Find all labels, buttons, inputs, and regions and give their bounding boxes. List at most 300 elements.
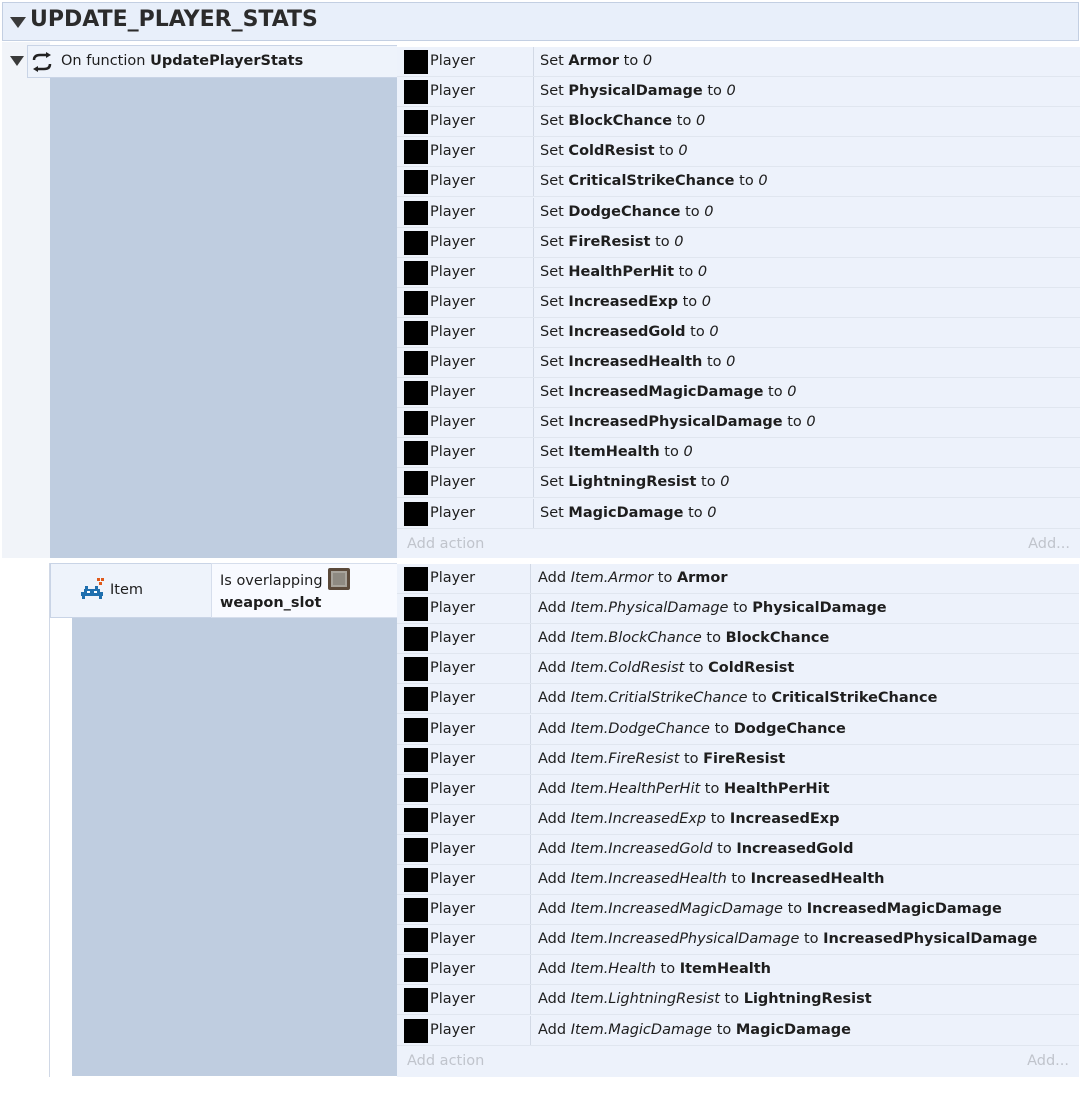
action-verb: Set [540, 414, 564, 431]
value-expression: 0 [642, 53, 653, 69]
player-object-icon [404, 748, 428, 772]
to-keyword: to [739, 173, 754, 190]
variable-name: ColdResist [708, 660, 795, 677]
action-object-name: Player [430, 474, 476, 491]
action-description [538, 690, 937, 706]
source-expression: Item.MagicDamage [570, 1021, 713, 1038]
action-description [538, 901, 1002, 917]
column-divider [530, 654, 531, 684]
source-expression: Item.FireResist [570, 750, 680, 767]
to-keyword: to [803, 931, 819, 948]
action-object-name: Player [430, 901, 476, 918]
to-keyword: to [623, 53, 639, 69]
action-object-name: Player [430, 600, 476, 617]
player-object-icon [404, 321, 428, 345]
variable-name: PhysicalDamage [752, 600, 887, 617]
action-object-name: Player [430, 780, 476, 797]
add-action-row[interactable] [397, 529, 1080, 559]
action-description [538, 961, 771, 977]
value-expression: 0 [704, 203, 714, 220]
column-divider [533, 288, 534, 318]
action-row[interactable] [397, 499, 1080, 529]
column-divider [530, 715, 531, 745]
action-verb: Set [540, 504, 564, 521]
value-expression: 0 [674, 233, 684, 250]
player-object-icon [404, 351, 428, 375]
action-verb: Set [540, 444, 564, 461]
source-expression: Item.CritialStrikeChance [570, 690, 748, 707]
action-verb: Add [538, 690, 567, 707]
to-keyword: to [710, 810, 726, 827]
action-object-name: Player [430, 414, 476, 431]
action-object-name: Player [430, 263, 476, 280]
action-verb: Set [540, 323, 564, 340]
column-divider [530, 925, 531, 955]
action-object-name: Player [430, 233, 476, 250]
action-description [540, 113, 705, 129]
to-keyword: to [724, 991, 740, 1008]
column-divider [530, 865, 531, 895]
column-divider [533, 348, 534, 378]
action-description [540, 143, 688, 159]
value-expression: 0 [787, 384, 797, 401]
column-divider [533, 77, 534, 107]
source-expression: Item.HealthPerHit [570, 780, 701, 797]
group-title: UPDATE_PLAYER_STATS [30, 7, 318, 32]
player-object-icon [404, 988, 428, 1012]
action-verb: Add [538, 720, 567, 737]
action-row[interactable] [397, 564, 1079, 594]
player-object-icon [404, 80, 428, 104]
player-object-icon [404, 898, 428, 922]
action-row[interactable] [397, 745, 1079, 775]
source-expression: Item.Health [570, 961, 656, 978]
to-keyword: to [706, 354, 722, 370]
event1-action-list [397, 47, 1080, 558]
to-keyword: to [678, 263, 694, 280]
source-expression: Item.IncreasedHealth [570, 871, 727, 887]
variable-name: DodgeChance [733, 720, 846, 737]
to-keyword: to [657, 570, 673, 586]
action-verb: Add [538, 810, 567, 827]
action-object-name: Player [430, 143, 476, 160]
to-keyword: to [716, 1021, 732, 1038]
action-verb: Set [540, 354, 564, 370]
action-object-name: Player [430, 871, 476, 887]
action-object-name: Player [430, 444, 476, 461]
action-row[interactable] [397, 318, 1080, 348]
action-verb: Set [540, 83, 564, 100]
action-row[interactable] [397, 468, 1080, 498]
source-expression: Item.IncreasedExp [570, 810, 707, 827]
action-description [538, 751, 785, 767]
variable-name: BlockChance [568, 113, 673, 130]
action-object-name: Player [430, 293, 476, 310]
column-divider [533, 408, 534, 438]
variable-name: IncreasedExp [729, 810, 840, 827]
column-divider [533, 167, 534, 197]
action-object-name: Player [430, 961, 476, 978]
action-row[interactable] [397, 288, 1080, 318]
to-keyword: to [706, 630, 721, 647]
action-row[interactable] [397, 198, 1080, 228]
add-more-link[interactable]: Add... [1027, 1052, 1069, 1069]
action-object-name: Player [430, 840, 476, 857]
action-description [538, 630, 829, 646]
action-verb: Add [538, 961, 567, 978]
collapse-triangle-icon[interactable] [10, 17, 26, 28]
action-row[interactable] [397, 775, 1079, 805]
action-object-name: Player [430, 1021, 476, 1038]
action-row[interactable] [397, 348, 1080, 378]
action-verb: Add [538, 750, 567, 767]
action-verb: Set [540, 113, 564, 130]
variable-name: LightningResist [743, 991, 872, 1008]
column-divider [530, 594, 531, 624]
source-expression: Item.IncreasedMagicDamage [570, 901, 783, 918]
value-expression: 0 [683, 444, 693, 461]
to-keyword: to [660, 961, 676, 978]
event2-action-list [397, 564, 1079, 1077]
action-object-name: Player [430, 504, 476, 521]
player-object-icon [404, 411, 428, 435]
player-object-icon [404, 657, 428, 681]
action-verb: Add [538, 901, 567, 918]
column-divider [530, 684, 531, 714]
add-action-link[interactable]: Add action [407, 1052, 485, 1069]
action-description [538, 660, 794, 676]
overlap-condition[interactable] [211, 563, 397, 618]
action-verb: Add [538, 991, 567, 1008]
player-object-icon [404, 201, 428, 225]
action-description [538, 570, 728, 586]
condition-text: Is overlapping [220, 573, 323, 589]
action-verb: Add [538, 871, 567, 887]
action-description [540, 474, 729, 490]
variable-name: PhysicalDamage [568, 83, 703, 100]
variable-name: IncreasedGold [736, 840, 854, 857]
player-object-icon [404, 928, 428, 952]
action-row[interactable] [397, 925, 1079, 955]
to-keyword: to [707, 83, 722, 100]
player-object-icon [404, 441, 428, 465]
action-row[interactable] [397, 715, 1079, 745]
action-verb: Add [538, 780, 567, 797]
variable-name: IncreasedGold [568, 323, 686, 340]
action-verb: Add [538, 630, 567, 647]
action-row[interactable] [397, 985, 1079, 1015]
action-verb: Add [538, 600, 567, 617]
action-description [540, 173, 768, 189]
action-verb: Add [538, 660, 567, 677]
action-row[interactable] [397, 805, 1079, 835]
source-expression: Item.PhysicalDamage [570, 600, 729, 617]
to-keyword: to [717, 840, 732, 857]
function-condition[interactable] [27, 45, 397, 78]
variable-name: ItemHealth [568, 444, 660, 461]
action-row[interactable] [397, 167, 1080, 197]
variable-name: FireResist [568, 233, 651, 250]
action-row[interactable] [397, 438, 1080, 468]
action-verb: Set [540, 203, 564, 220]
player-object-icon [404, 50, 428, 74]
source-expression: Item.LightningResist [570, 991, 720, 1008]
variable-name: CriticalStrikeChance [568, 173, 735, 190]
variable-name: MagicDamage [568, 504, 684, 521]
action-row[interactable] [397, 895, 1079, 925]
to-keyword: to [655, 233, 670, 250]
column-divider [533, 137, 534, 167]
action-verb: Set [540, 173, 564, 190]
condition-prefix: On function [61, 53, 146, 69]
to-keyword: to [676, 113, 692, 130]
action-description [538, 781, 830, 797]
column-divider [530, 624, 531, 654]
action-description [538, 811, 840, 827]
action-row[interactable] [397, 228, 1080, 258]
column-divider [533, 228, 534, 258]
value-expression: 0 [806, 414, 816, 431]
action-description [540, 83, 736, 99]
action-object-name: Player [430, 113, 476, 130]
to-keyword: to [731, 871, 746, 887]
function-name: UpdatePlayerStats [150, 53, 304, 69]
variable-name: Armor [568, 53, 620, 69]
player-object-icon [404, 567, 428, 591]
action-verb: Add [538, 840, 567, 857]
action-row[interactable] [397, 258, 1080, 288]
to-keyword: to [664, 444, 679, 461]
action-verb: Set [540, 384, 564, 401]
column-divider [530, 985, 531, 1015]
action-verb: Set [540, 263, 564, 280]
add-action-link[interactable]: Add action [407, 535, 485, 552]
action-object-name: Player [430, 810, 476, 827]
variable-name: HealthPerHit [723, 780, 830, 797]
player-object-icon [404, 597, 428, 621]
source-expression: Item.ColdResist [570, 660, 685, 677]
value-expression: 0 [701, 293, 712, 310]
to-keyword: to [787, 901, 803, 918]
object-name: Item [110, 582, 144, 598]
to-keyword: to [688, 660, 704, 677]
action-description [540, 294, 711, 310]
action-object-name: Player [430, 630, 476, 647]
action-row[interactable] [397, 594, 1079, 624]
variable-name: IncreasedMagicDamage [568, 384, 764, 401]
action-object-name: Player [430, 323, 476, 340]
to-keyword: to [714, 720, 730, 737]
action-object-name: Player [430, 660, 476, 677]
action-object-name: Player [430, 83, 476, 100]
action-description [540, 264, 707, 280]
action-description [538, 600, 887, 616]
value-expression: 0 [678, 143, 688, 160]
function-loop-icon [31, 52, 53, 72]
indent-margin [2, 42, 50, 558]
player-object-icon [404, 868, 428, 892]
player-object-icon [404, 110, 428, 134]
column-divider [533, 47, 534, 77]
value-expression: 0 [709, 323, 719, 340]
action-description [540, 505, 717, 521]
player-object-icon [404, 1019, 428, 1043]
action-description [540, 234, 683, 250]
player-object-icon [404, 140, 428, 164]
column-divider [533, 499, 534, 529]
action-object-name: Player [430, 570, 476, 586]
event-collapse-triangle-icon[interactable] [10, 56, 24, 66]
action-verb: Add [538, 570, 567, 586]
player-object-icon [404, 958, 428, 982]
weapon-slot-icon [327, 567, 351, 591]
column-divider [530, 895, 531, 925]
column-divider [533, 438, 534, 468]
column-divider [533, 318, 534, 348]
column-divider [530, 955, 531, 985]
action-description [540, 384, 796, 400]
action-object-name: Player [430, 931, 476, 948]
action-row[interactable] [397, 865, 1079, 895]
action-row[interactable] [397, 378, 1080, 408]
action-description [540, 53, 652, 69]
variable-name: MagicDamage [735, 1021, 851, 1038]
source-expression: Item.IncreasedPhysicalDamage [570, 931, 800, 948]
source-expression: Item.IncreasedGold [570, 840, 713, 857]
variable-name: DodgeChance [568, 203, 681, 220]
player-object-icon [404, 838, 428, 862]
action-row[interactable] [397, 408, 1080, 438]
variable-name: IncreasedExp [568, 293, 678, 310]
action-object-name: Player [430, 750, 476, 767]
condition-area[interactable] [72, 618, 397, 1076]
sub-event-indent [49, 563, 72, 1077]
source-expression: Item.Armor [570, 570, 654, 586]
value-expression: 0 [726, 83, 736, 100]
condition-area[interactable] [50, 78, 397, 558]
action-description [538, 841, 853, 857]
action-verb: Set [540, 233, 564, 250]
column-divider [530, 835, 531, 865]
column-divider [530, 564, 531, 594]
player-object-icon [404, 261, 428, 285]
player-object-icon [404, 718, 428, 742]
value-expression: 0 [707, 504, 717, 521]
value-expression: 0 [697, 263, 708, 280]
source-expression: Item.BlockChance [570, 630, 702, 647]
value-expression: 0 [695, 113, 706, 130]
value-expression: 0 [758, 173, 768, 190]
column-divider [530, 1016, 531, 1046]
action-object-name: Player [430, 991, 476, 1008]
player-object-icon [404, 808, 428, 832]
player-object-icon [404, 291, 428, 315]
to-keyword: to [704, 780, 720, 797]
add-more-link[interactable]: Add... [1028, 535, 1070, 552]
column-divider [530, 805, 531, 835]
action-object-name: Player [430, 720, 476, 737]
player-object-icon [404, 231, 428, 255]
column-divider [533, 107, 534, 137]
variable-name: HealthPerHit [568, 263, 675, 280]
action-description [538, 1022, 851, 1038]
action-row[interactable] [397, 47, 1080, 77]
variable-name: IncreasedPhysicalDamage [568, 414, 783, 431]
action-description [540, 324, 719, 340]
action-description [540, 354, 735, 370]
action-description [538, 721, 846, 737]
action-description [538, 871, 885, 887]
action-verb: Set [540, 293, 564, 310]
action-row[interactable] [397, 624, 1079, 654]
column-divider [533, 258, 534, 288]
column-divider [530, 775, 531, 805]
variable-name: CriticalStrikeChance [771, 690, 938, 707]
action-row[interactable] [397, 1016, 1079, 1046]
action-verb: Set [540, 474, 564, 491]
action-verb: Set [540, 53, 564, 69]
action-description [538, 991, 872, 1007]
player-object-icon [404, 381, 428, 405]
action-object-name: Player [430, 53, 476, 69]
action-description [540, 414, 816, 430]
action-object-name: Player [430, 384, 476, 401]
add-action-row[interactable] [397, 1046, 1079, 1076]
action-row[interactable] [397, 684, 1079, 714]
action-description [538, 931, 1037, 947]
action-row[interactable] [397, 137, 1080, 167]
to-keyword: to [688, 504, 703, 521]
sprite-object-icon [81, 578, 107, 602]
action-row[interactable] [397, 835, 1079, 865]
action-description [540, 204, 714, 220]
action-verb: Add [538, 1021, 567, 1038]
action-description [540, 444, 693, 460]
variable-name: ItemHealth [679, 961, 771, 978]
item-object-cell[interactable] [50, 563, 211, 618]
variable-name: IncreasedHealth [568, 354, 703, 370]
player-object-icon [404, 627, 428, 651]
variable-name: ColdResist [568, 143, 655, 160]
action-object-name: Player [430, 690, 476, 707]
to-keyword: to [682, 293, 698, 310]
condition-target: weapon_slot [220, 595, 322, 611]
action-verb: Add [538, 931, 567, 948]
player-object-icon [404, 471, 428, 495]
action-verb: Set [540, 143, 564, 160]
to-keyword: to [733, 600, 748, 617]
player-object-icon [404, 502, 428, 526]
variable-name: IncreasedMagicDamage [806, 901, 1002, 918]
variable-name: Armor [676, 570, 728, 586]
action-row[interactable] [397, 654, 1079, 684]
column-divider [533, 378, 534, 408]
variable-name: FireResist [703, 750, 786, 767]
to-keyword: to [683, 750, 699, 767]
variable-name: LightningResist [568, 474, 697, 491]
action-object-name: Player [430, 203, 476, 220]
action-row[interactable] [397, 107, 1080, 137]
action-row[interactable] [397, 955, 1079, 985]
source-expression: Item.DodgeChance [570, 720, 710, 737]
to-keyword: to [701, 474, 716, 491]
value-expression: 0 [726, 354, 736, 370]
player-object-icon [404, 170, 428, 194]
column-divider [533, 468, 534, 498]
action-row[interactable] [397, 77, 1080, 107]
action-object-name: Player [430, 354, 476, 370]
variable-name: IncreasedHealth [750, 871, 885, 887]
